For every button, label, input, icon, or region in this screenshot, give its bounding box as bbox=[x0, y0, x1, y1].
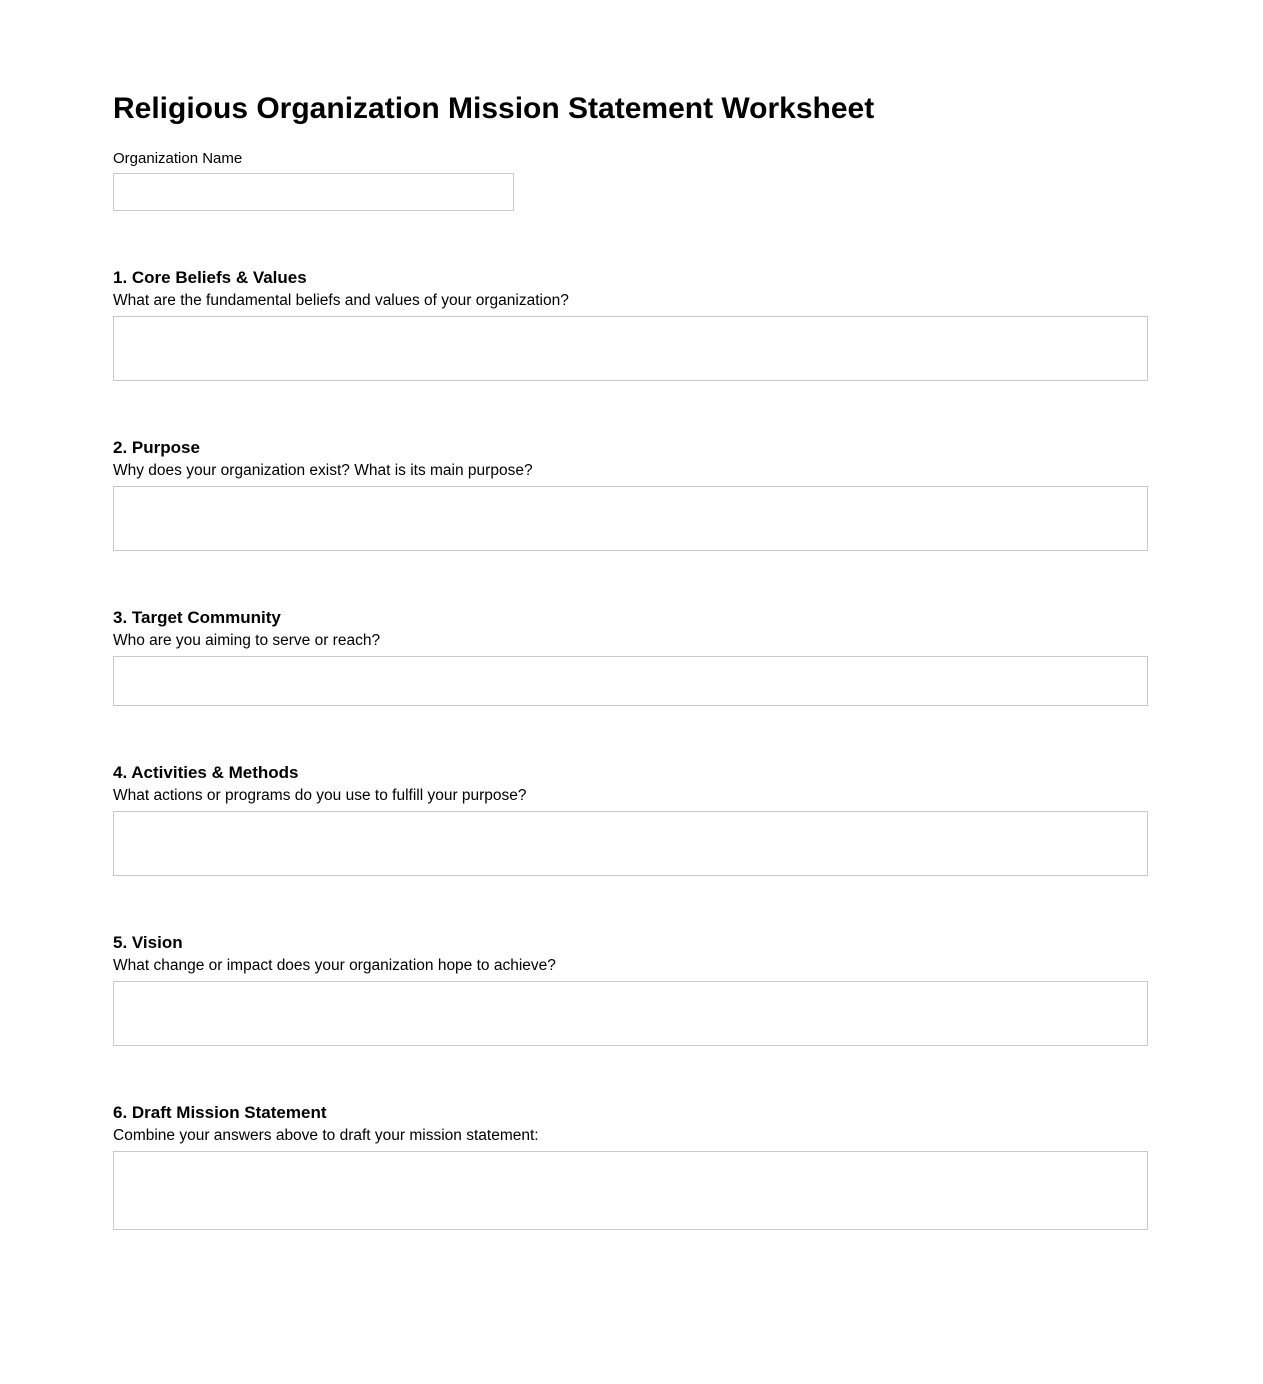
vision-answer-textarea[interactable] bbox=[113, 981, 1148, 1046]
organization-name-input[interactable] bbox=[113, 173, 514, 211]
section-draft-mission-statement bbox=[113, 1103, 1148, 1230]
page-title: Religious Organization Mission Statement Worksheet bbox=[113, 92, 875, 125]
purpose-answer-textarea[interactable] bbox=[113, 486, 1148, 551]
section-question: Who are you aiming to serve or reach? bbox=[113, 632, 381, 649]
activities-methods-answer-textarea[interactable] bbox=[113, 811, 1148, 876]
section-question: What change or impact does your organization hope to achieve? bbox=[113, 957, 556, 974]
section-heading: 1. Core Beliefs & Values bbox=[113, 268, 307, 287]
section-vision bbox=[113, 933, 1148, 1046]
section-question: What are the fundamental beliefs and values of your organization? bbox=[113, 292, 569, 309]
section-question: Combine your answers above to draft your mission statement: bbox=[113, 1127, 539, 1144]
section-heading: 6. Draft Mission Statement bbox=[113, 1103, 327, 1122]
section-question: Why does your organization exist? What is its main purpose? bbox=[113, 462, 533, 479]
core-beliefs-answer-textarea[interactable] bbox=[113, 316, 1148, 381]
section-core-beliefs bbox=[113, 268, 1148, 381]
organization-name-label: Organization Name bbox=[113, 150, 243, 167]
section-purpose bbox=[113, 438, 1148, 551]
section-target-community bbox=[113, 608, 1148, 706]
section-heading: 5. Vision bbox=[113, 933, 183, 952]
section-heading: 2. Purpose bbox=[113, 438, 200, 457]
draft-mission-statement-answer-textarea[interactable] bbox=[113, 1151, 1148, 1230]
target-community-answer-textarea[interactable] bbox=[113, 656, 1148, 706]
section-question: What actions or programs do you use to fulfill your purpose? bbox=[113, 787, 527, 804]
section-activities-methods bbox=[113, 763, 1148, 876]
section-heading: 3. Target Community bbox=[113, 608, 281, 627]
section-heading: 4. Activities & Methods bbox=[113, 763, 299, 782]
